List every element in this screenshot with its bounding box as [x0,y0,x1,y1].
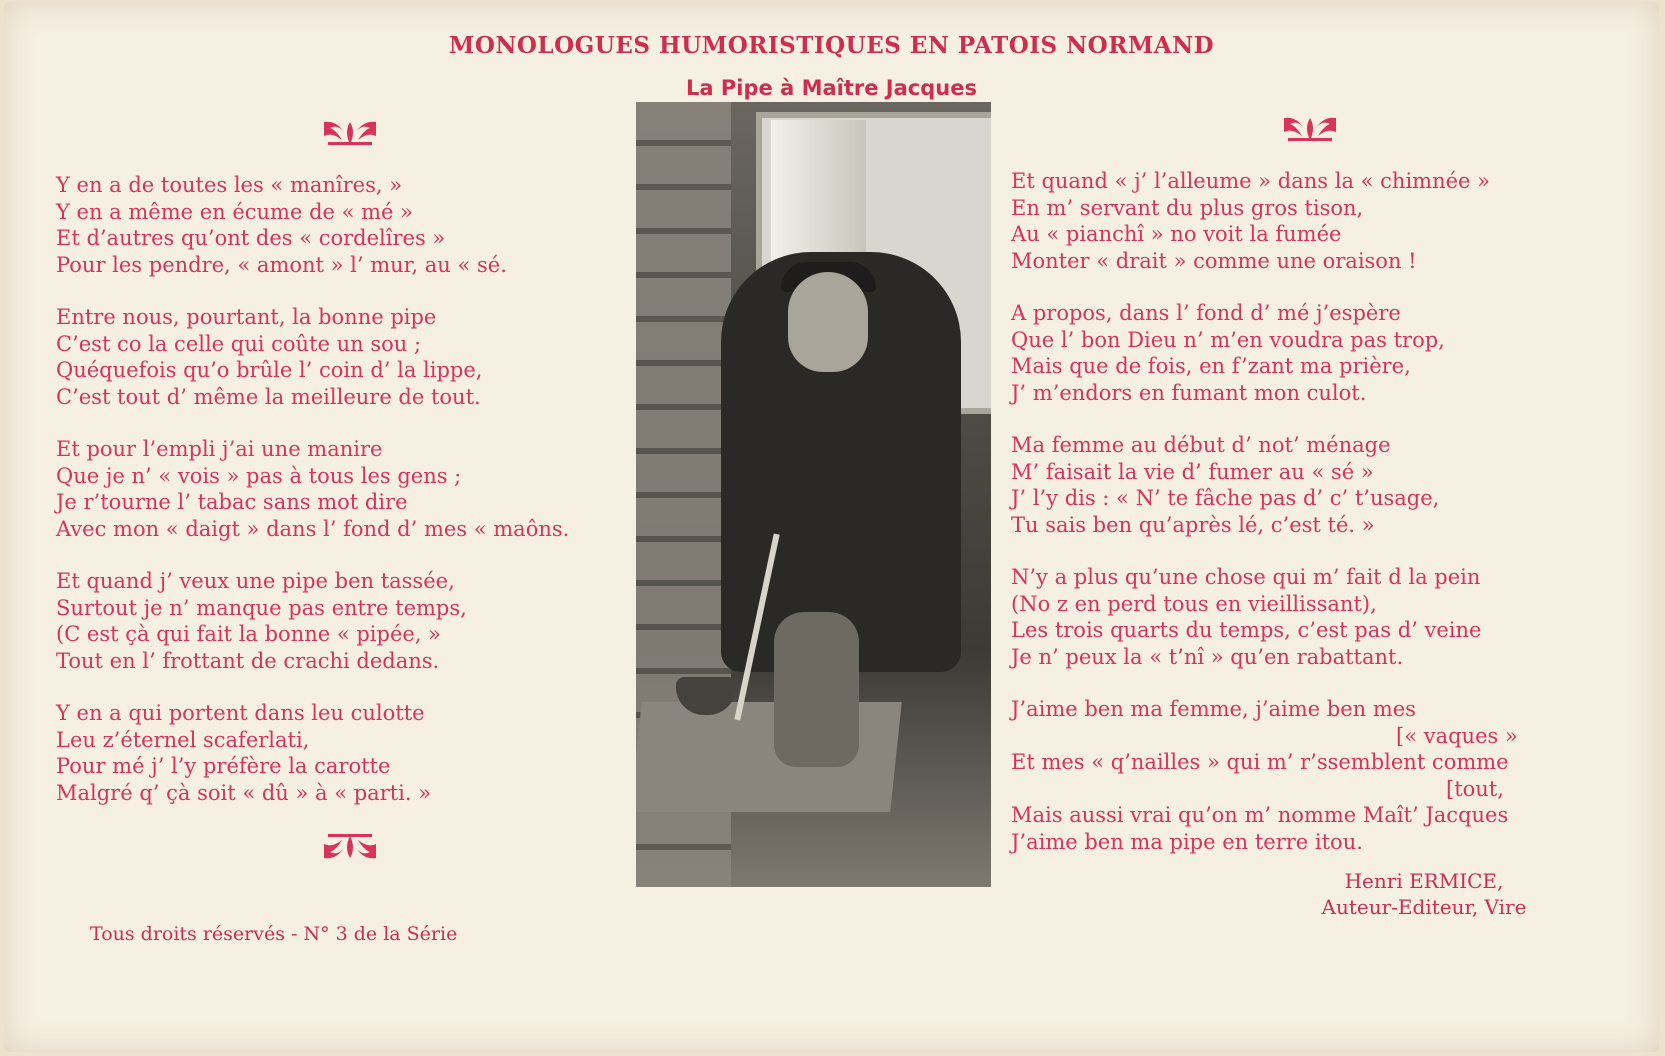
poem-line: Je r’tourne l’ tabac sans mot dire [56,490,408,514]
stanza [56,172,656,278]
poem-line: Y en a de toutes les « manîres, » [56,173,403,197]
poem-line: Pour mé j’ l’y préfère la carotte [56,754,391,778]
poem-line: Quéquefois qu’o brûle l’ coin d’ la lippe, [56,358,483,382]
page-title: MONOLOGUES HUMORISTIQUES EN PATOIS NORMAND [448,32,1215,59]
poem-line: Mais aussi vrai qu’on m’ nomme Maît’ Jacques [1011,803,1509,827]
poem-line: N’y a plus qu’une chose qui m’ fait d la pein [1011,565,1481,589]
poem-line: Que l’ bon Dieu n’ m’en voudra pas trop, [1011,327,1445,352]
poem-line: Ma femme au début d’ not’ ménage [1011,433,1391,457]
poem-line: Y en a même en écume de « mé » [56,199,414,224]
poem-line: C’est tout d’ même la meilleure de tout. [56,384,481,409]
poem-line: Monter « drait » comme une oraison ! [1011,248,1417,273]
poem-line: Et mes « q’nailles » qui m’ r’ssemblent comme [1011,750,1509,774]
poem-line: C’est co la celle qui coûte un sou ; [56,331,422,356]
floral-ornament-icon [1282,114,1338,144]
poem-line: Malgré q’ çà soit « dû » à « parti. » [56,780,432,805]
poem-line: Je n’ peux la « t’nî » qu’en rabattant. [1011,644,1404,669]
poem-line: J’ m’endors en fumant mon culot. [1011,380,1367,405]
poem-line: Leu z’éternel scaferlati, [56,727,310,752]
poem-line: Et d’autres qu’ont des « cordelîres » [56,226,446,250]
page-subtitle: La Pipe à Maître Jacques [686,76,977,100]
poem-line: Et quand « j’ l’alleume » dans la « chimnée » [1011,169,1490,193]
poem-line: [« vaques » [1396,723,1518,748]
poem-line: Les trois quarts du temps, c’est pas d’ veine [1011,618,1482,642]
poem-line: Tu sais ben qu’après lé, c’est té. » [1011,512,1375,537]
poem-line: J’aime ben ma femme, j’aime ben mes [1011,697,1416,721]
poem-line: Surtout je n’ manque pas entre temps, [56,595,467,620]
floral-ornament-icon [322,118,378,148]
old-man-photograph [636,102,991,887]
stanza [1011,432,1631,538]
stanza [56,568,656,674]
poem-line: Et quand j’ veux une pipe ben tassée, [56,569,455,593]
author-credit [1294,868,1554,920]
postcard [4,2,1659,1052]
stanza [56,700,656,806]
stanza [1011,168,1631,274]
floral-ornament-icon [322,832,378,862]
stanza [56,304,656,410]
poem-line: Pour les pendre, « amont » l’ mur, au « sé. [56,252,507,277]
author-role: Auteur-Editeur, Vire [1321,895,1527,919]
author-name: Henri ERMICE, [1344,869,1504,893]
poem-line: [tout, [1446,776,1504,801]
stanza [1011,696,1631,855]
poem-line: Au « pianchî » no voit la fumée [1011,222,1342,246]
poem-line: Entre nous, pourtant, la bonne pipe [56,305,437,329]
poem-line: Que je n’ « vois » pas à tous les gens ; [56,463,462,488]
poem-left-column [56,172,656,832]
poem-line: J’ l’y dis : « N’ te fâche pas d’ c’ t’usage, [1011,486,1440,510]
poem-line: Y en a qui portent dans leu culotte [56,701,425,725]
poem-line: Avec mon « daigt » dans l’ fond d’ mes « maôns. [56,516,570,541]
poem-line: Mais que de fois, en f’zant ma prière, [1011,354,1411,378]
poem-line: Tout en l’ frottant de crachi dedans. [56,648,440,673]
poem-line: J’aime ben ma pipe en terre itou. [1011,829,1363,854]
poem-line: M’ faisait la vie d’ fumer au « sé » [1011,459,1374,484]
rights-notice: Tous droits réservés - N° 3 de la Série [90,923,458,945]
stanza [1011,300,1631,406]
poem-line: En m’ servant du plus gros tison, [1011,195,1364,220]
stanza [56,436,656,542]
poem-line: (C est çà qui fait la bonne « pipée, » [56,622,442,646]
poem-line: Et pour l’empli j’ai une manire [56,437,383,461]
stanza [1011,564,1631,670]
poem-line: A propos, dans l’ fond d’ mé j’espère [1011,301,1401,325]
poem-line: (No z en perd tous en vieillissant), [1011,591,1377,616]
poem-right-column [1011,168,1631,881]
